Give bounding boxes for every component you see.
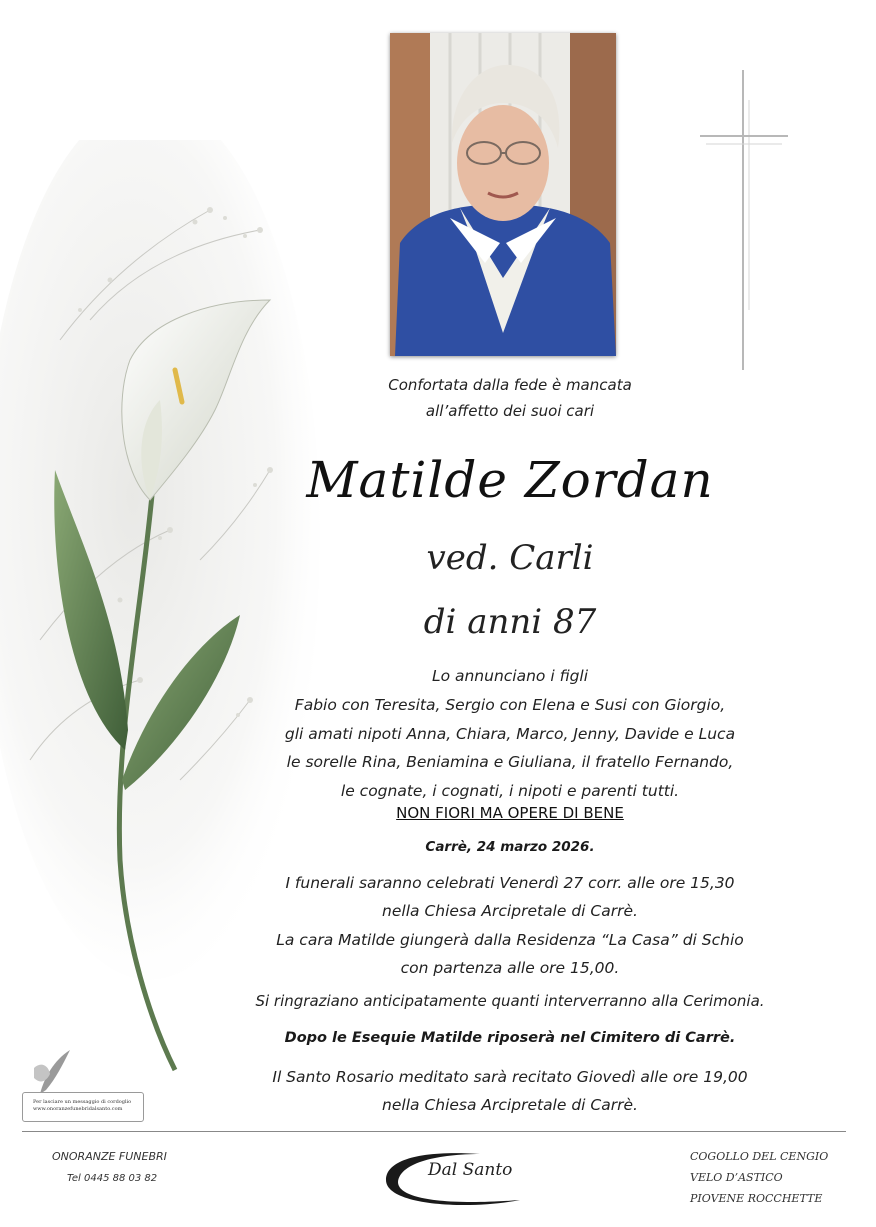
condolence-link[interactable] <box>22 1048 146 1126</box>
rosary-details <box>215 1063 805 1119</box>
thanks-text: Si ringraziano anticipatamente quanti interverranno alla Cerimonia. <box>255 992 765 1010</box>
burial-text: Dopo le Esequie Matilde riposerà nel Cimitero di Carrè. <box>284 1030 736 1046</box>
funeral-home-info <box>52 1146 167 1190</box>
rosary-line: Il Santo Rosario meditato sarà recitato Giovedì alle ore 19,00 <box>272 1068 748 1086</box>
logo-text: Dal Santo <box>428 1160 513 1180</box>
condolence-text: Per lasciare un messaggio di cordoglio <box>33 1099 132 1105</box>
portrait-photo <box>390 33 616 356</box>
funeral-home-title: ONORANZE FUNEBRI <box>52 1150 167 1163</box>
condolence-box[interactable] <box>22 1092 144 1122</box>
deceased-name: Matilde Zordan <box>306 451 714 509</box>
cross-icon <box>696 70 792 370</box>
announcement-line: gli amati nipoti Anna, Chiara, Marco, Jenny, Davide e Luca <box>284 724 736 743</box>
funeral-line: con partenza alle ore 15,00. <box>400 959 620 978</box>
location-item: COGOLLO DEL CENGIO <box>690 1150 829 1163</box>
notice-date: Carrè, 24 marzo 2026. <box>425 839 595 855</box>
intro-line: all’affetto dei suoi cari <box>425 402 595 420</box>
location-item: PIOVENE ROCCHETTE <box>690 1192 823 1205</box>
announcement-line: Fabio con Teresita, Sergio con Elena e Susi con Giorgio, <box>294 695 726 714</box>
married-name: ved. Carli <box>426 538 594 578</box>
announcement <box>215 662 805 806</box>
announcement-line: le cognate, i cognati, i nipoti e parenti tutti. <box>340 782 680 801</box>
intro-text <box>230 372 790 424</box>
rosary-line: nella Chiesa Arcipretale di Carrè. <box>382 1096 638 1114</box>
funeral-line: La cara Matilde giungerà dalla Residenza “La Casa” di Schio <box>276 930 744 949</box>
announcement-line: le sorelle Rina, Beniamina e Giuliana, il fratello Fernando, <box>286 753 734 772</box>
intro-line: Confortata dalla fede è mancata <box>388 376 632 394</box>
announcement-line: Lo annunciano i figli <box>431 667 589 685</box>
footer-divider <box>22 1131 846 1132</box>
funeral-line: I funerali saranno celebrati Venerdì 27 corr. alle ore 15,30 <box>285 874 735 892</box>
deceased-age: di anni 87 <box>423 602 597 642</box>
funeral-line: nella Chiesa Arcipretale di Carrè. <box>382 902 638 921</box>
locations-list <box>690 1146 828 1209</box>
funeral-home-phone: Tel 0445 88 03 82 <box>67 1173 158 1184</box>
location-item: VELO D’ASTICO <box>690 1171 783 1184</box>
quill-icon <box>32 1048 72 1096</box>
no-flowers-notice: NON FIORI MA OPERE DI BENE <box>396 804 624 822</box>
condolence-url[interactable]: www.onoranzefunebridalsanto.com <box>33 1106 123 1112</box>
funeral-details <box>215 869 805 983</box>
